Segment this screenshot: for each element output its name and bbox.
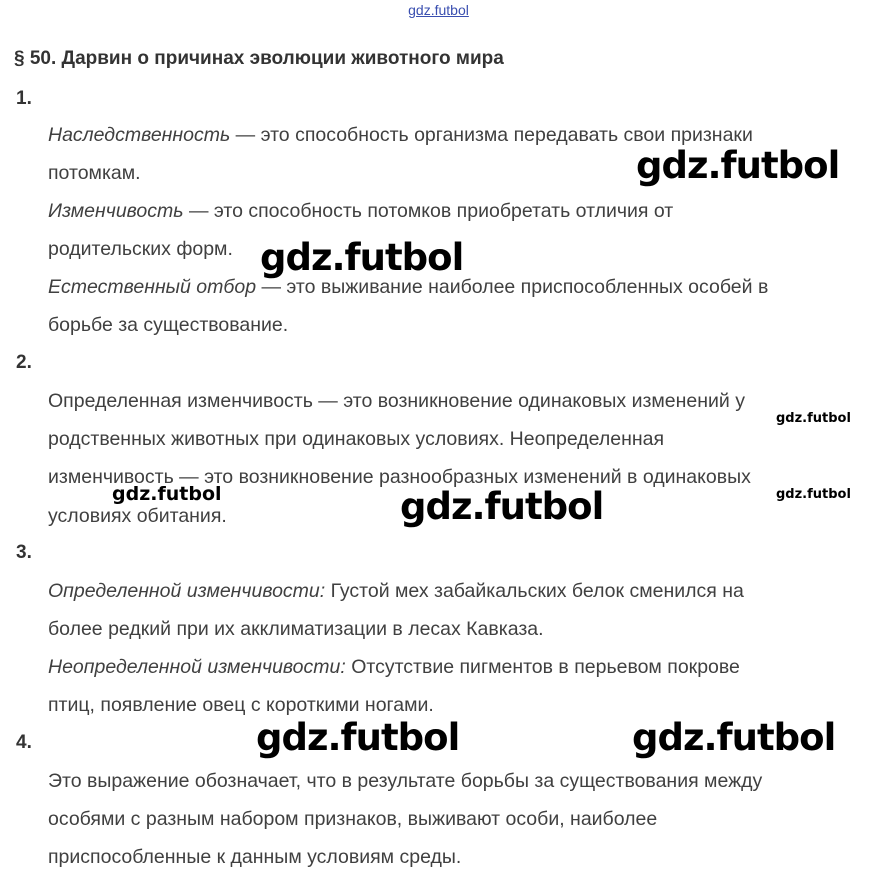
page-title: § 50. Дарвин о причинах эволюции животного мира xyxy=(14,48,504,69)
watermark: gdz.futbol xyxy=(632,716,836,759)
definition: родительских форм. xyxy=(48,238,233,260)
definition: птиц, появление овец с короткими ногами. xyxy=(48,694,434,716)
answer-line xyxy=(48,276,768,299)
definition: особями с разным набором признаков, выживают особи, наиболее xyxy=(48,808,658,830)
answer-line xyxy=(48,580,744,603)
definition: более редкий при их акклиматизации в лесах Кавказа. xyxy=(48,618,544,640)
definition: Это выражение обозначает, что в результате борьбы за существования между xyxy=(48,770,763,792)
watermark: gdz.futbol xyxy=(256,716,460,759)
definition: Густой мех забайкальских белок сменился на xyxy=(325,580,744,602)
term: Естественный отбор xyxy=(48,276,257,298)
watermark: gdz.futbol xyxy=(260,236,464,279)
definition: борьбе за существование. xyxy=(48,314,289,336)
answer-line xyxy=(48,238,233,261)
answer-line xyxy=(48,390,745,413)
answer-line xyxy=(48,808,657,831)
answer-line xyxy=(48,618,544,641)
answer-line xyxy=(48,162,141,185)
answer-line xyxy=(48,656,740,679)
answer-number: 3. xyxy=(16,542,32,563)
term: Определенной изменчивости: xyxy=(48,580,326,602)
answer-line xyxy=(48,505,227,528)
answer-line xyxy=(48,770,762,793)
answer-line xyxy=(48,694,434,717)
watermark: gdz.futbol xyxy=(400,485,604,528)
answer-number: 2. xyxy=(16,352,32,373)
watermark: gdz.futbol xyxy=(776,487,851,502)
term: Изменчивость xyxy=(48,200,184,222)
answer-number: 1. xyxy=(16,88,32,109)
definition: условиях обитания. xyxy=(48,505,227,527)
term: Наследственность xyxy=(48,124,231,146)
watermark: gdz.futbol xyxy=(776,411,851,426)
answer-line xyxy=(48,200,673,223)
definition: потомкам. xyxy=(48,162,141,184)
definition: изменчивость — это возникновение разнообразных изменений в одинаковых xyxy=(48,466,751,488)
watermark: gdz.futbol xyxy=(112,483,222,505)
definition: Определенная изменчивость — это возникновение одинаковых изменений у xyxy=(48,390,745,412)
term: Неопределенной изменчивости: xyxy=(48,656,346,678)
watermark: gdz.futbol xyxy=(636,144,840,187)
definition: приспособленные к данным условиям среды. xyxy=(48,846,462,868)
answer-line xyxy=(48,846,461,869)
definition: — это способность потомков приобретать отличия от xyxy=(183,200,674,222)
definition: родственных животных при одинаковых условиях. Неопределенная xyxy=(48,428,665,450)
definition: — это способность организма передавать свои признаки xyxy=(230,124,753,146)
definition: — это выживание наиболее приспособленных особей в xyxy=(256,276,769,298)
answer-line xyxy=(48,314,288,337)
answer-number: 4. xyxy=(16,732,32,753)
answer-line xyxy=(48,428,664,451)
definition: Отсутствие пигментов в перьевом покрове xyxy=(345,656,740,678)
site-header-link[interactable]: gdz.futbol xyxy=(408,2,469,18)
